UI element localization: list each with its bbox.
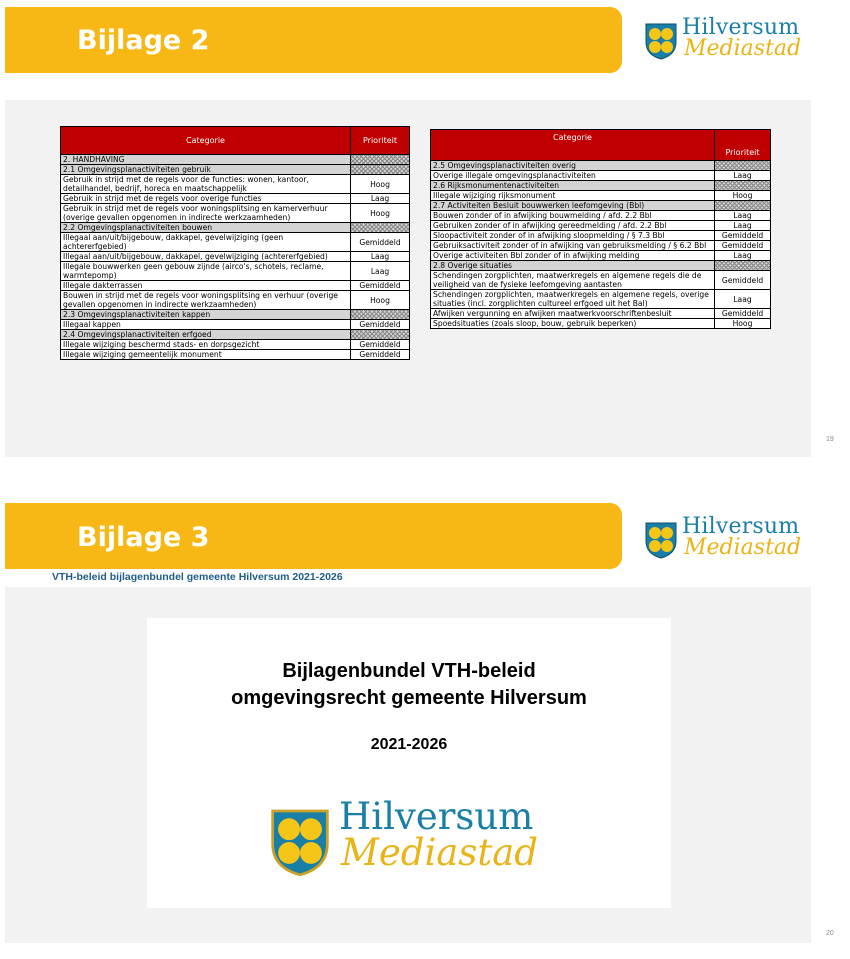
category-cell: Bouwen in strijd met de regels voor woningsplitsing en verhuur (overige gevallen opgenomen in indirecte werkzaamheden) xyxy=(61,291,351,310)
category-cell: Gebruiken zonder of in afwijking gereedmelding / afd. 2.2 Bbl xyxy=(431,221,715,231)
slide-title: Bijlage 2 xyxy=(77,25,210,56)
hilversum-logo xyxy=(644,15,804,64)
table-row xyxy=(431,221,771,231)
category-cell: Sloopactiviteit zonder of in afwijking sloopmelding / § 7.3 Bbl xyxy=(431,231,715,241)
category-cell: 2.4 Omgevingsplanactiviteiten erfgoed xyxy=(61,330,351,340)
priority-cell: Gemiddeld xyxy=(715,231,771,241)
table-row xyxy=(431,241,771,251)
priority-cell xyxy=(351,155,410,165)
section-row xyxy=(431,261,771,271)
title-banner xyxy=(5,7,622,73)
priority-cell: Laag xyxy=(351,262,410,281)
shield-icon xyxy=(644,521,678,559)
category-cell: 2.1 Omgevingsplanactiviteiten gebruik xyxy=(61,165,351,175)
table-row xyxy=(61,262,410,281)
slide-title: Bijlage 3 xyxy=(77,522,210,553)
category-cell: Gebruiksactiviteit zonder of in afwijking van gebruiksmelding / § 6.2 Bbl xyxy=(431,241,715,251)
section-row xyxy=(61,310,410,320)
page-number: 20 xyxy=(826,930,834,937)
logo-text-mediastad: Mediastad xyxy=(684,535,802,560)
priority-cell: Hoog xyxy=(351,175,410,194)
category-cell: Overige illegale omgevingsplanactiviteiten xyxy=(431,171,715,181)
slide-19 xyxy=(0,0,850,470)
category-cell: Spoedsituaties (zoals sloop, bouw, gebruik beperken) xyxy=(431,319,715,329)
table-row xyxy=(61,204,410,223)
cover-card xyxy=(147,618,671,908)
category-cell: 2.3 Omgevingsplanactiviteiten kappen xyxy=(61,310,351,320)
logo-text-hilversum: Hilversum xyxy=(682,514,800,539)
priority-cell: Laag xyxy=(715,290,771,309)
priority-cell: Gemiddeld xyxy=(351,350,410,360)
cover-title-line2: omgevingsrecht gemeente Hilversum xyxy=(231,687,587,709)
category-cell: Gebruik in strijd met de regels voor overige functies xyxy=(61,194,351,204)
table-row xyxy=(61,320,410,330)
table-row xyxy=(431,251,771,261)
table-row xyxy=(431,309,771,319)
priority-cell: Gemiddeld xyxy=(351,233,410,252)
priority-table-right xyxy=(430,129,771,329)
priority-cell: Laag xyxy=(715,171,771,181)
category-cell: 2.7 Activiteiten Besluit bouwwerken leefomgeving (Bbl) xyxy=(431,201,715,211)
table-row xyxy=(61,281,410,291)
category-cell: Schendingen zorgplichten, maatwerkregels en algemene regels die de veiligheid van de fysieke leefomgeving aantasten xyxy=(431,271,715,290)
section-row xyxy=(61,155,410,165)
table-row xyxy=(431,231,771,241)
priority-cell: Hoog xyxy=(351,204,410,223)
header-prioriteit: Prioriteit xyxy=(715,130,771,161)
priority-cell xyxy=(715,161,771,171)
header-prioriteit: Prioriteit xyxy=(351,127,410,155)
section-row xyxy=(431,161,771,171)
priority-cell: Gemiddeld xyxy=(715,241,771,251)
table-row xyxy=(431,171,771,181)
section-row xyxy=(61,165,410,175)
table-row xyxy=(431,211,771,221)
table-row xyxy=(61,175,410,194)
category-cell: 2. HANDHAVING xyxy=(61,155,351,165)
category-cell: Bouwen zonder of in afwijking bouwmelding / afd. 2.2 Bbl xyxy=(431,211,715,221)
priority-table-left xyxy=(60,126,410,360)
section-row xyxy=(431,201,771,211)
category-cell: Schendingen zorgplichten, maatwerkregels en algemene regels, overige situaties (incl. zorgplichten cultureel erfgoed uit het Bal) xyxy=(431,290,715,309)
section-row xyxy=(61,223,410,233)
logo-text-mediastad: Mediastad xyxy=(684,36,802,61)
hilversum-logo xyxy=(644,514,804,563)
priority-cell: Gemiddeld xyxy=(715,271,771,290)
logo-text-hilversum: Hilversum xyxy=(682,15,800,40)
table-row xyxy=(431,191,771,201)
priority-cell: Gemiddeld xyxy=(351,281,410,291)
category-cell: Illegaal aan/uit/bijgebouw, dakkapel, gevelwijziging (achtererfgebied) xyxy=(61,252,351,262)
table-row xyxy=(431,290,771,309)
category-cell: 2.5 Omgevingsplanactiviteiten overig xyxy=(431,161,715,171)
logo-text-hilversum: Hilversum xyxy=(339,795,534,838)
logo-text-mediastad: Mediastad xyxy=(341,831,538,874)
cover-title-line1: Bijlagenbundel VTH-beleid xyxy=(282,660,536,682)
hilversum-logo-large xyxy=(269,795,549,883)
category-cell: Illegale wijziging gemeentelijk monument xyxy=(61,350,351,360)
priority-cell: Laag xyxy=(351,252,410,262)
category-cell: 2.6 Rijksmonumentenactiviteiten xyxy=(431,181,715,191)
table-row xyxy=(61,350,410,360)
priority-cell: Laag xyxy=(351,194,410,204)
priority-cell xyxy=(715,261,771,271)
table-row xyxy=(431,271,771,290)
priority-cell: Hoog xyxy=(351,291,410,310)
category-cell: Gebruik in strijd met de regels voor de functies: wonen, kantoor, detailhandel, bedrijf, horeca en maatschappelijk xyxy=(61,175,351,194)
priority-cell xyxy=(715,201,771,211)
priority-cell: Hoog xyxy=(715,191,771,201)
header-categorie: Categorie xyxy=(431,130,715,161)
category-cell: Illegale wijziging rijksmonument xyxy=(431,191,715,201)
table-row xyxy=(61,252,410,262)
document-subtitle: VTH-beleid bijlagenbundel gemeente Hilversum 2021-2026 xyxy=(52,571,343,583)
priority-cell: Hoog xyxy=(715,319,771,329)
category-cell: Overige activiteiten Bbl zonder of in afwijking melding xyxy=(431,251,715,261)
priority-cell: Laag xyxy=(715,221,771,231)
table-row xyxy=(431,319,771,329)
header-categorie: Categorie xyxy=(61,127,351,155)
category-cell: 2.8 Overige situaties xyxy=(431,261,715,271)
category-cell: Illegale bouwwerken geen gebouw zijnde (airco's, schotels, reclame, warmtepomp) xyxy=(61,262,351,281)
category-cell: 2.2 Omgevingsplanactiviteiten bouwen xyxy=(61,223,351,233)
priority-cell: Gemiddeld xyxy=(715,309,771,319)
shield-icon xyxy=(269,807,331,877)
priority-cell xyxy=(351,310,410,320)
priority-cell xyxy=(715,181,771,191)
table-row xyxy=(61,233,410,252)
table-row xyxy=(61,291,410,310)
title-banner xyxy=(5,503,622,569)
cover-years: 2021-2026 xyxy=(370,736,448,753)
priority-cell xyxy=(351,165,410,175)
priority-cell: Laag xyxy=(715,251,771,261)
category-cell: Illegale wijziging beschermd stads- en dorpsgezicht xyxy=(61,340,351,350)
page-number: 19 xyxy=(826,436,834,443)
slide-20 xyxy=(0,500,850,959)
table-row xyxy=(61,194,410,204)
priority-cell: Laag xyxy=(715,211,771,221)
category-cell: Illegaal kappen xyxy=(61,320,351,330)
priority-cell: Gemiddeld xyxy=(351,340,410,350)
category-cell: Illegale dakterrassen xyxy=(61,281,351,291)
priority-cell xyxy=(351,330,410,340)
table-row xyxy=(61,340,410,350)
priority-cell: Gemiddeld xyxy=(351,320,410,330)
priority-cell xyxy=(351,223,410,233)
section-row xyxy=(431,181,771,191)
category-cell: Afwijken vergunning en afwijken maatwerkvoorschriftenbesluit xyxy=(431,309,715,319)
category-cell: Gebruik in strijd met de regels voor woningsplitsing en kamerverhuur (overige gevallen opgenomen in indirecte werkzaamheden) xyxy=(61,204,351,223)
section-row xyxy=(61,330,410,340)
category-cell: Illegaal aan/uit/bijgebouw, dakkapel, gevelwijziging (geen achtererfgebied) xyxy=(61,233,351,252)
shield-icon xyxy=(644,22,678,60)
